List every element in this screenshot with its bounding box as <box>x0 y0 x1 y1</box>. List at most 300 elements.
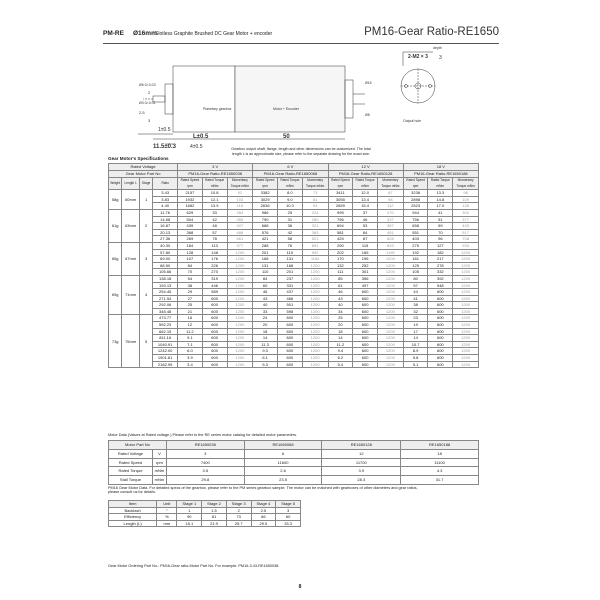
value-cell: 1200 <box>377 269 403 276</box>
ratio-cell: 3.83 <box>153 196 178 203</box>
value-cell: 1200 <box>377 256 403 263</box>
value-cell: 58 <box>278 236 303 243</box>
value-cell: 170 <box>328 256 353 263</box>
value-cell: 59 <box>428 223 453 230</box>
value-cell: 46 <box>353 216 378 223</box>
stage-cell: Length (L) <box>109 520 157 527</box>
stage-header: Item <box>109 501 157 508</box>
col-stage: Stage <box>139 178 152 190</box>
value-cell: 517 <box>453 229 479 236</box>
hole-depth: 3 <box>439 55 442 61</box>
value-cell: 24 <box>253 315 278 322</box>
value-cell: 600 <box>428 289 453 296</box>
value-cell: 105 <box>403 269 428 276</box>
stage-header: Stage 2 <box>202 501 227 508</box>
value-cell: 41 <box>428 209 453 216</box>
motor-part-header: RE1650038 <box>166 441 244 450</box>
dim-l2: L±0.5 <box>193 134 209 140</box>
value-cell: 51 <box>428 216 453 223</box>
value-cell: 600 <box>353 341 378 348</box>
motor-row-unit: mNm <box>152 476 166 485</box>
motor-data-note: Motor Data (Values at Rated voltage.) Please refer to the RE series motor catalog for detailed motor parameters. <box>108 433 298 437</box>
ratio-cell: 40.30 <box>153 242 178 249</box>
value-cell: 20 <box>253 322 278 329</box>
value-cell: 1200 <box>302 308 328 315</box>
gearbox-label: Planetary gearbox <box>203 107 232 111</box>
value-cell: 5.3 <box>253 361 278 368</box>
motor-value: 7400 <box>166 458 244 467</box>
col-torque: Rated Torque mNm <box>202 178 227 190</box>
ratio-cell: 138.18 <box>153 275 178 282</box>
flange <box>165 84 173 114</box>
dim-shaft-flat: 2.5 <box>139 110 145 115</box>
ratio-cell: 662.15 <box>153 328 178 335</box>
stage-cell: 3 <box>276 507 301 514</box>
col-speed: Rated Speed rpm <box>328 178 353 190</box>
value-cell: 126 <box>453 203 479 210</box>
section-title: Gear Motor's Specifications <box>108 156 169 161</box>
value-cell: 224 <box>302 209 328 216</box>
value-cell: 1200 <box>302 355 328 362</box>
value-cell: 184 <box>178 242 203 249</box>
ratio-cell: 88.50 <box>153 262 178 269</box>
group-weight: 58g <box>109 190 122 210</box>
value-cell: 301 <box>353 269 378 276</box>
ratio-cell: 4.40 <box>153 203 178 210</box>
value-cell: 196 <box>353 256 378 263</box>
value-cell: 11.2 <box>328 341 353 348</box>
value-cell: 1200 <box>453 322 479 329</box>
dim-d1: Ø6 0/-0.03 <box>139 83 156 87</box>
ratio-cell: 473.77 <box>153 315 178 322</box>
motor-row-unit: mNm <box>152 467 166 476</box>
value-cell: 1200 <box>227 275 253 282</box>
part-no-header: PM16-Gear Ratio-RE1650038 <box>178 171 253 178</box>
stage-cell: % <box>157 514 177 521</box>
value-cell: 113 <box>202 242 227 249</box>
value-cell: 8.9 <box>403 348 428 355</box>
value-cell: 280 <box>302 216 328 223</box>
motor-part-no-label: Motor Part No <box>109 441 167 450</box>
gear-note <box>108 486 488 494</box>
stage-cell: 1 <box>177 507 202 514</box>
value-cell: 70 <box>428 229 453 236</box>
stage-cell: 1.5 <box>202 507 227 514</box>
voltage-header: 18 V <box>403 164 478 171</box>
group-weight: 61g <box>109 209 122 242</box>
value-cell: 61 <box>328 282 353 289</box>
value-cell: 600 <box>202 328 227 335</box>
ratio-cell: 592.23 <box>153 322 178 329</box>
value-cell: 600 <box>202 295 227 302</box>
value-cell: 756 <box>403 216 428 223</box>
page-header <box>103 27 499 44</box>
value-cell: 658 <box>403 223 428 230</box>
value-cell: 600 <box>353 289 378 296</box>
value-cell: 270 <box>202 269 227 276</box>
table-row <box>109 520 301 527</box>
value-cell: 14.8 <box>428 196 453 203</box>
value-cell: 1200 <box>227 328 253 335</box>
value-cell: 355 <box>227 216 253 223</box>
value-cell: 78 <box>202 236 227 243</box>
motor-value: 31.7 <box>401 476 479 485</box>
ratio-cell: 254.45 <box>153 289 178 296</box>
value-cell: 7.1 <box>178 341 203 348</box>
value-cell: 92 <box>227 190 253 197</box>
motor-row-label: Rated Torque <box>109 467 153 476</box>
ratio-cell: 292.06 <box>153 302 178 309</box>
value-cell: 9.3 <box>253 348 278 355</box>
value-cell: 319 <box>202 275 227 282</box>
dim-phi16: Ø16 <box>365 81 372 85</box>
value-cell: 112 <box>377 203 403 210</box>
value-cell: 1200 <box>227 308 253 315</box>
stage-header: Stage 1 <box>177 501 202 508</box>
value-cell: 1200 <box>453 335 479 342</box>
value-cell: 33 <box>253 308 278 315</box>
stage-header: Unit <box>157 501 177 508</box>
value-cell: 600 <box>202 335 227 342</box>
value-cell: 600 <box>428 341 453 348</box>
value-cell: 103 <box>227 196 253 203</box>
motor-label: Motor + Encoder <box>273 107 299 111</box>
value-cell: 17 <box>403 328 428 335</box>
motor-value: 11700 <box>322 458 401 467</box>
part-no-header: PM16-Gear Ratio-RE1650188 <box>403 171 478 178</box>
value-cell: 1200 <box>302 341 328 348</box>
table-row <box>109 282 479 289</box>
value-cell: 14 <box>253 335 278 342</box>
value-cell: 368 <box>178 229 203 236</box>
value-cell: 27 <box>178 295 203 302</box>
stage-cell: ° <box>157 507 177 514</box>
value-cell: 81 <box>302 196 328 203</box>
value-cell: 600 <box>278 335 303 342</box>
value-cell: 629 <box>178 209 203 216</box>
stage-cell: mm <box>157 520 177 527</box>
spec-table <box>108 163 479 368</box>
value-cell: 1200 <box>302 262 328 269</box>
motor-row-label: Stall Torque <box>109 476 153 485</box>
value-cell: 600 <box>428 315 453 322</box>
value-cell: 1200 <box>227 256 253 263</box>
value-cell: 377 <box>453 216 479 223</box>
value-cell: 1200 <box>377 341 403 348</box>
stage-table <box>108 500 301 527</box>
value-cell: 19 <box>403 322 428 329</box>
value-cell: 1932 <box>178 196 203 203</box>
value-cell: 2898 <box>403 196 428 203</box>
value-cell: 995 <box>328 209 353 216</box>
ratio-cell: 193.13 <box>153 282 178 289</box>
value-cell: 1200 <box>377 275 403 282</box>
value-cell: 1200 <box>302 328 328 335</box>
value-cell: 1200 <box>453 295 479 302</box>
value-cell: 37 <box>353 209 378 216</box>
value-cell: 1200 <box>227 302 253 309</box>
dim-a: 3 <box>148 118 151 123</box>
stage-cell: 25.7 <box>226 520 251 527</box>
ratio-cell: 14.68 <box>153 216 178 223</box>
value-cell: 501 <box>278 302 303 309</box>
value-cell: 598 <box>278 308 303 315</box>
value-cell: 85 <box>328 275 353 282</box>
col-speed: Rated Speed rpm <box>178 178 203 190</box>
value-cell: 1184 <box>302 256 328 263</box>
value-cell: 8.0 <box>278 190 303 197</box>
value-cell: 600 <box>428 335 453 342</box>
value-cell: 32 <box>403 308 428 315</box>
table-row <box>109 196 479 203</box>
value-cell: 551 <box>403 229 428 236</box>
value-cell: 98 <box>453 190 479 197</box>
value-cell: 46 <box>328 289 353 296</box>
value-cell: 600 <box>353 328 378 335</box>
value-cell: 5.8 <box>403 355 428 362</box>
value-cell: 43 <box>328 295 353 302</box>
encoder-cap <box>345 80 353 118</box>
value-cell: 600 <box>202 361 227 368</box>
motor-value: 11100 <box>401 458 479 467</box>
value-cell: 600 <box>353 348 378 355</box>
ratio-cell: 1242.00 <box>153 348 178 355</box>
value-cell: 1200 <box>302 315 328 322</box>
value-cell: 131 <box>278 256 303 263</box>
value-cell: 439 <box>178 223 203 230</box>
value-cell: 548 <box>428 282 453 289</box>
stage-cell: 2.5 <box>251 507 276 514</box>
value-cell: 11.3 <box>253 341 278 348</box>
value-cell: 10.3 <box>278 203 303 210</box>
stage-header: Stage 5 <box>276 501 301 508</box>
value-cell: 192 <box>403 249 428 256</box>
col-momentary: Momentary Torque mNm <box>302 178 328 190</box>
value-cell: 87 <box>377 190 403 197</box>
value-cell: 1200 <box>377 355 403 362</box>
value-cell: 600 <box>202 302 227 309</box>
value-cell: 1200 <box>453 289 479 296</box>
col-torque: Rated Torque mNm <box>278 178 303 190</box>
value-cell: 161 <box>403 256 428 263</box>
value-cell: 1200 <box>453 256 479 263</box>
table-row <box>109 262 479 269</box>
value-cell: 109 <box>453 196 479 203</box>
page-number: 8 <box>298 584 302 590</box>
stage-cell: 29.5 <box>251 520 276 527</box>
value-cell: 2636 <box>253 203 278 210</box>
motor-value: 11600 <box>244 458 322 467</box>
page-title: PM16-Gear Ratio-RE1650 <box>364 26 499 38</box>
value-cell: 691 <box>302 242 328 249</box>
value-cell: 1200 <box>302 269 328 276</box>
table-row <box>109 289 479 296</box>
value-cell: 425 <box>328 236 353 243</box>
table-row <box>109 203 479 210</box>
motor-value: 2.6 <box>244 467 322 476</box>
value-cell: 84 <box>253 275 278 282</box>
motor-value: 4.3 <box>401 467 479 476</box>
value-cell: 3411 <box>328 190 353 197</box>
value-cell: 110 <box>278 249 303 256</box>
value-cell: 1200 <box>453 328 479 335</box>
motor-table-body <box>109 449 479 484</box>
stage-cell: 90 <box>177 514 202 521</box>
value-cell: 12.1 <box>202 196 227 203</box>
value-cell: 1200 <box>302 348 328 355</box>
value-cell: 93 <box>302 203 328 210</box>
motor-part-header: RE1650188 <box>401 441 479 450</box>
value-cell: 992 <box>302 249 328 256</box>
stage-cell: 60 <box>276 514 301 521</box>
value-cell: 600 <box>353 361 378 368</box>
value-cell: 1200 <box>302 275 328 282</box>
value-cell: 10.7 <box>403 341 428 348</box>
ratio-cell: 105.66 <box>153 269 178 276</box>
value-cell: 80 <box>403 275 428 282</box>
value-cell: 33 <box>202 209 227 216</box>
value-cell: 1200 <box>302 295 328 302</box>
value-cell: 43 <box>253 295 278 302</box>
motor-row-unit: rpm <box>152 458 166 467</box>
ratio-cell: 11.76 <box>153 209 178 216</box>
value-cell: 600 <box>202 355 227 362</box>
voltage-header: 12 V <box>328 164 403 171</box>
motor-body <box>235 66 345 132</box>
table-row <box>109 269 479 276</box>
stage-table-body <box>109 501 301 527</box>
value-cell: 600 <box>202 322 227 329</box>
value-cell: 41 <box>403 295 428 302</box>
value-cell: 40 <box>253 302 278 309</box>
value-cell: 1200 <box>227 355 253 362</box>
value-cell: 12.0 <box>353 190 378 197</box>
value-cell: 1195 <box>377 249 403 256</box>
col-speed: Rated Speed rpm <box>253 178 278 190</box>
value-cell: 688 <box>253 223 278 230</box>
col-weight: Weight <box>109 178 122 190</box>
value-cell: 87 <box>353 236 378 243</box>
group-stage: 4 <box>139 275 152 315</box>
value-cell: 3382 <box>253 190 278 197</box>
value-cell: 9.1 <box>178 335 203 342</box>
value-cell: 237 <box>278 275 303 282</box>
ratio-cell: 57.80 <box>153 249 178 256</box>
motor-row-label: Rated Voltage <box>109 449 153 458</box>
value-cell: 57 <box>403 282 428 289</box>
value-cell: 600 <box>428 361 453 368</box>
value-cell: 2659 <box>328 203 353 210</box>
value-cell: 600 <box>278 315 303 322</box>
value-cell: 833 <box>377 242 403 249</box>
value-cell: 600 <box>278 361 303 368</box>
value-cell: 12 <box>178 322 203 329</box>
value-cell: 600 <box>353 322 378 329</box>
value-cell: 70 <box>178 269 203 276</box>
value-cell: 1200 <box>377 322 403 329</box>
value-cell: 42 <box>202 216 227 223</box>
value-cell: 600 <box>353 355 378 362</box>
table-row <box>109 308 479 315</box>
value-cell: 270 <box>377 209 403 216</box>
value-cell: 466 <box>278 295 303 302</box>
group-length: 67mm <box>122 242 140 275</box>
value-cell: 576 <box>253 229 278 236</box>
value-cell: 461 <box>377 229 403 236</box>
motor-value: 3.5 <box>166 467 244 476</box>
part-no-label: Gear Motor Part No <box>109 171 178 178</box>
value-cell: 387 <box>377 223 403 230</box>
table-row <box>109 458 479 467</box>
value-cell: 1200 <box>377 282 403 289</box>
col-ratio: Ratio <box>153 178 178 190</box>
ratio-cell: 348.48 <box>153 308 178 315</box>
value-cell: 11.2 <box>178 328 203 335</box>
value-cell: 31 <box>278 216 303 223</box>
value-cell: 600 <box>428 302 453 309</box>
table-row <box>109 322 479 329</box>
value-cell: 1200 <box>453 275 479 282</box>
motor-value: 18 <box>401 449 479 458</box>
value-cell: 182 <box>428 249 453 256</box>
value-cell: 5.4 <box>328 361 353 368</box>
value-cell: 1200 <box>453 341 479 348</box>
value-cell: 57 <box>202 229 227 236</box>
table-row <box>109 514 301 521</box>
ratio-cell: 1040.91 <box>153 341 178 348</box>
value-cell: 1200 <box>302 282 328 289</box>
group-stage: 1 <box>139 190 152 210</box>
value-cell: 600 <box>428 295 453 302</box>
ratio-cell: 3.43 <box>153 190 178 197</box>
stage-header: Stage 3 <box>226 501 251 508</box>
value-cell: 288 <box>253 242 278 249</box>
value-cell: 1200 <box>227 322 253 329</box>
value-cell: 708 <box>453 236 479 243</box>
group-length: 60mm <box>122 190 140 210</box>
ordering-note: Gear Motor Ordering Part No.: PM16-Gear ratio-Motor Part No. For example: PM16-3.43-RE1650038. <box>108 564 280 568</box>
caption-line-1: Gearbox output shaft, flange, length and other dimensions can be customized. The total <box>231 147 371 151</box>
table-row <box>109 236 479 243</box>
value-cell: 437 <box>278 289 303 296</box>
diameter-label: Ø16mm <box>133 30 157 37</box>
value-cell: 600 <box>428 348 453 355</box>
value-cell: 1200 <box>453 282 479 289</box>
value-cell: 600 <box>353 302 378 309</box>
value-cell: 290 <box>328 242 353 249</box>
value-cell: 600 <box>202 348 227 355</box>
value-cell: 125 <box>403 262 428 269</box>
value-cell: 1200 <box>453 315 479 322</box>
value-cell: 1200 <box>302 322 328 329</box>
motor-value: 23.5 <box>244 476 322 485</box>
spec-table-body <box>109 190 479 368</box>
motor-row-label: Rated Speed <box>109 458 153 467</box>
value-cell: 600 <box>202 341 227 348</box>
value-cell: 34 <box>328 308 353 315</box>
col-length: Length L <box>122 178 140 190</box>
value-cell: 6.0 <box>178 348 203 355</box>
motor-value: 6 <box>244 449 322 458</box>
value-cell: 275 <box>403 242 428 249</box>
stage-header: Stage 4 <box>251 501 276 508</box>
group-stage: 5 <box>139 315 152 368</box>
value-cell: 600 <box>202 308 227 315</box>
value-cell: 1200 <box>453 361 479 368</box>
value-cell: 1200 <box>377 315 403 322</box>
value-cell: 107 <box>178 256 203 263</box>
value-cell: 1200 <box>227 249 253 256</box>
